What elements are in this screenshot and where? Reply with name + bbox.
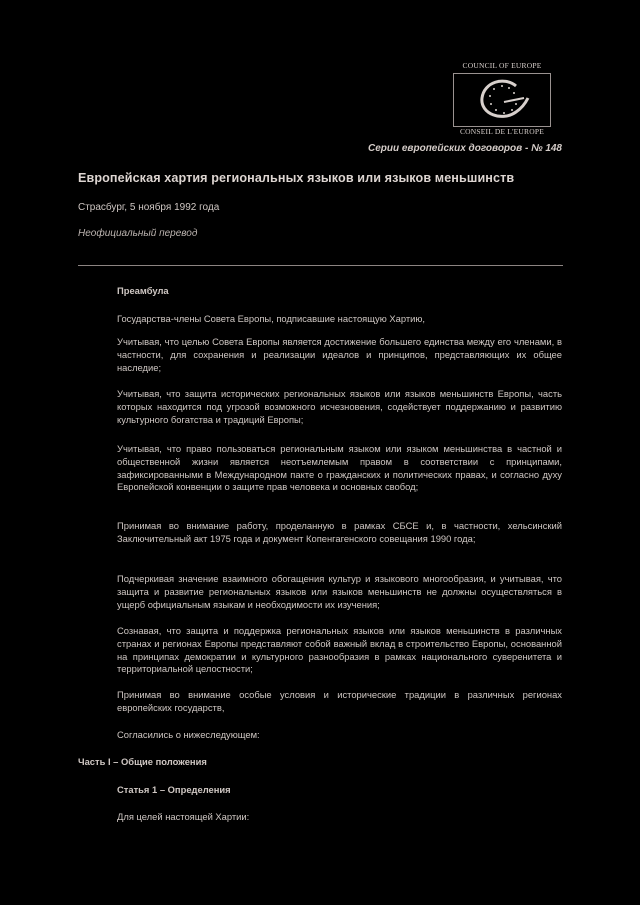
document-title: Европейская хартия региональных языков или языков меньшинств bbox=[78, 171, 515, 185]
treaty-series-number: Серии европейских договоров - № 148 bbox=[367, 143, 562, 154]
paragraph: Учитывая, что защита исторических региональных языков или языков меньшинств Европы, часть которых находится под угрозой возможного исчезновения, содействует поддержанию и развитию культурного богатства и традиций Европы; bbox=[117, 388, 562, 425]
paragraph: Сознавая, что защита и поддержка региональных языков или языков меньшинств в различных странах и регионах Европы представляют собой важный вклад в строительство Европы, основанной на принципах демократии и культурного разнообразия в рамках национального суверенитета и территориальной целостности; bbox=[117, 625, 562, 675]
logo-top-text: COUNCIL OF EUROPE bbox=[462, 61, 542, 70]
paragraph: Согласились о нижеследующем: bbox=[117, 729, 260, 740]
paragraph: Подчеркивая значение взаимного обогащения культур и языкового многообразия, и учитывая, что защита и развитие региональных языков или языков меньшинств не должны осуществляться в ущерб официальным языкам и необходимости их изучения; bbox=[117, 573, 562, 610]
paragraph: Учитывая, что целью Совета Европы является достижение большего единства между его членами, в частности, для сохранения и реализации идеалов и принципов, представляющих их общее наследие; bbox=[117, 336, 562, 373]
paragraph: Принимая во внимание работу, проделанную в рамках СБСЕ и, в частности, хельсинский Заключительный акт 1975 года и документ Копенгагенского совещания 1990 года; bbox=[117, 520, 562, 544]
article-intro: Для целей настоящей Хартии: bbox=[117, 811, 250, 822]
part-heading: Часть I – Общие положения bbox=[78, 756, 207, 767]
paragraph: Принимая во внимание особые условия и исторические традиции в различных регионах европейских государств, bbox=[117, 689, 562, 713]
stars-circle-icon bbox=[454, 74, 550, 126]
paragraph: Государства-члены Совета Европы, подписавшие настоящую Хартию, bbox=[117, 313, 426, 324]
divider bbox=[78, 265, 563, 266]
logo-bottom-text: CONSEIL DE L'EUROPE bbox=[459, 127, 545, 136]
paragraph: Учитывая, что право пользоваться региональным языком или языком меньшинства в частной и общественной жизни является неотъемлемым правом в соответствии с принципами, зафиксированными в Международном пакте о гражданских и политических правах, и согласно духу Европейской конвенции о защите прав человека и основных свобод; bbox=[117, 443, 562, 493]
article-heading: Статья 1 – Определения bbox=[117, 784, 231, 795]
document-date: Страсбург, 5 ноября 1992 года bbox=[78, 202, 220, 213]
preamble-heading: Преамбула bbox=[117, 285, 169, 296]
translation-note: Неофициальный перевод bbox=[78, 228, 198, 239]
logo-emblem bbox=[453, 73, 551, 127]
